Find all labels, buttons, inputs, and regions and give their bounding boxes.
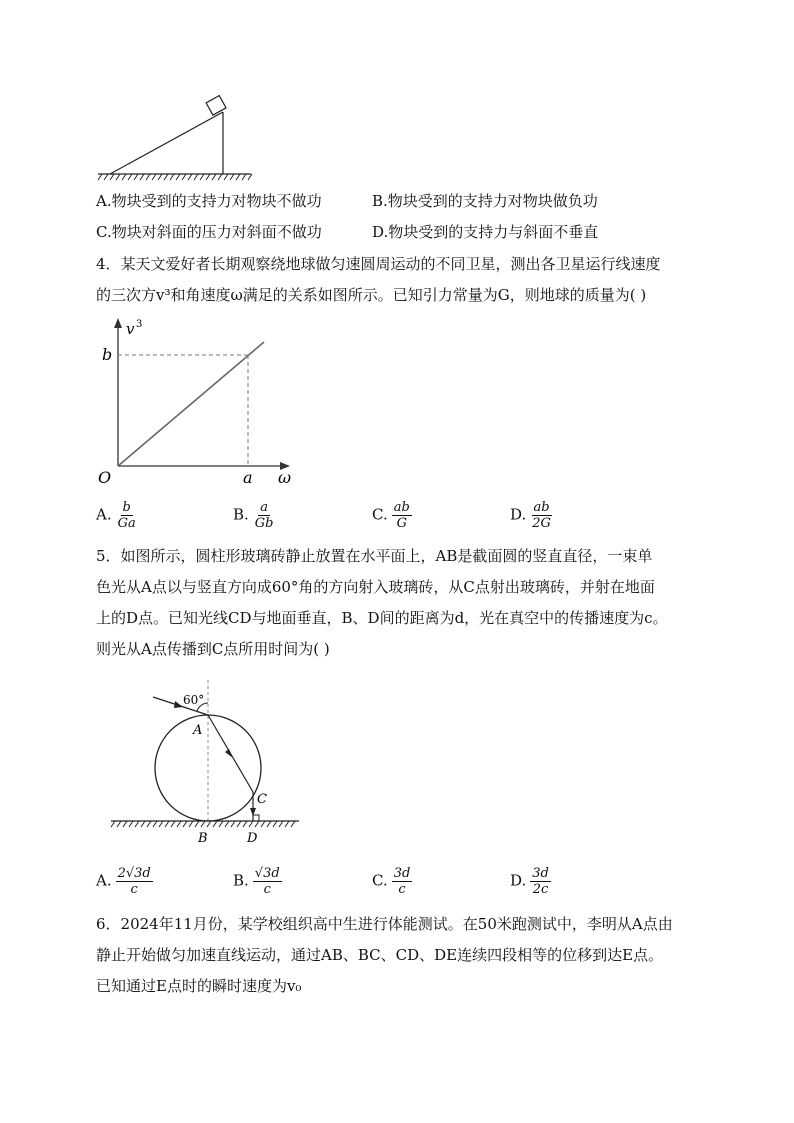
y-axis-label: v: [126, 320, 135, 338]
q3-option-b[interactable]: B.物块受到的支持力对物块做负功: [372, 192, 598, 210]
q6-stem-line2: 静止开始做匀加速直线运动，通过AB、BC、CD、DE连续四段相等的位移到达E点。: [96, 946, 664, 964]
x-axis-label: ω: [278, 468, 292, 487]
point-c-label: C: [257, 792, 267, 807]
q5-stem-line3: 上的D点。已知光线CD与地面垂直，B、D间的距离为d，光在真空中的传播速度为c。: [96, 609, 668, 627]
q6-stem-line1: 6．2024年11月份，某学校组织高中生进行体能测试。在50米跑测试中，李明从A点由: [96, 915, 673, 933]
q4-option-c[interactable]: C. $\frac{ab}{G}$: [372, 500, 410, 531]
y-mark-b: b: [102, 345, 113, 364]
q3-option-c[interactable]: C.物块对斜面的压力对斜面不做功: [96, 223, 322, 241]
q5-option-a[interactable]: A. $\frac{2√3d}{c}$: [96, 866, 151, 897]
q3-option-a[interactable]: A.物块受到的支持力对物块不做功: [96, 192, 322, 210]
y-axis-exponent: 3: [136, 319, 143, 330]
v3-omega-graph: [96, 316, 306, 492]
point-d-label: D: [247, 831, 258, 846]
q4-option-a[interactable]: A. $\frac{b}{Ga}$: [96, 500, 136, 531]
origin-label: O: [98, 468, 112, 487]
x-mark-a: a: [243, 468, 253, 487]
glass-cylinder-figure: [105, 680, 305, 850]
q3-option-d[interactable]: D.物块受到的支持力与斜面不垂直: [372, 223, 599, 241]
q4-stem-line1: 4．某天文爱好者长期观察绕地球做匀速圆周运动的不同卫星，测出各卫星运行线速度: [96, 255, 661, 273]
q4-option-d[interactable]: D. $\frac{ab}{2G}$: [510, 500, 551, 531]
q5-stem-line1: 5．如图所示，圆柱形玻璃砖静止放置在水平面上，AB是截面圆的竖直直径，一束单: [96, 547, 653, 565]
point-b-label: B: [198, 831, 208, 846]
q5-option-b[interactable]: B. $\frac{√3d}{c}$: [233, 866, 280, 897]
q5-stem-line2: 色光从A点以与竖直方向成60°角的方向射入玻璃砖，从C点射出玻璃砖，并射在地面: [96, 578, 655, 596]
incline-figure: [96, 92, 256, 182]
q4-stem-line2: 的三次方v³和角速度ω满足的关系如图所示。已知引力常量为G，则地球的质量为( ): [96, 286, 647, 304]
q6-stem-line3: 已知通过E点时的瞬时速度为v₀: [96, 977, 302, 995]
angle-label: 60°: [183, 693, 205, 707]
q5-option-d[interactable]: D. $\frac{3d}{2c}$: [510, 866, 549, 897]
point-a-label: A: [193, 723, 203, 738]
q5-stem-line4: 则光从A点传播到C点所用时间为( ): [96, 640, 330, 658]
q4-option-b[interactable]: B. $\frac{a}{Gb}$: [233, 500, 274, 531]
q5-option-c[interactable]: C. $\frac{3d}{c}$: [372, 866, 411, 897]
